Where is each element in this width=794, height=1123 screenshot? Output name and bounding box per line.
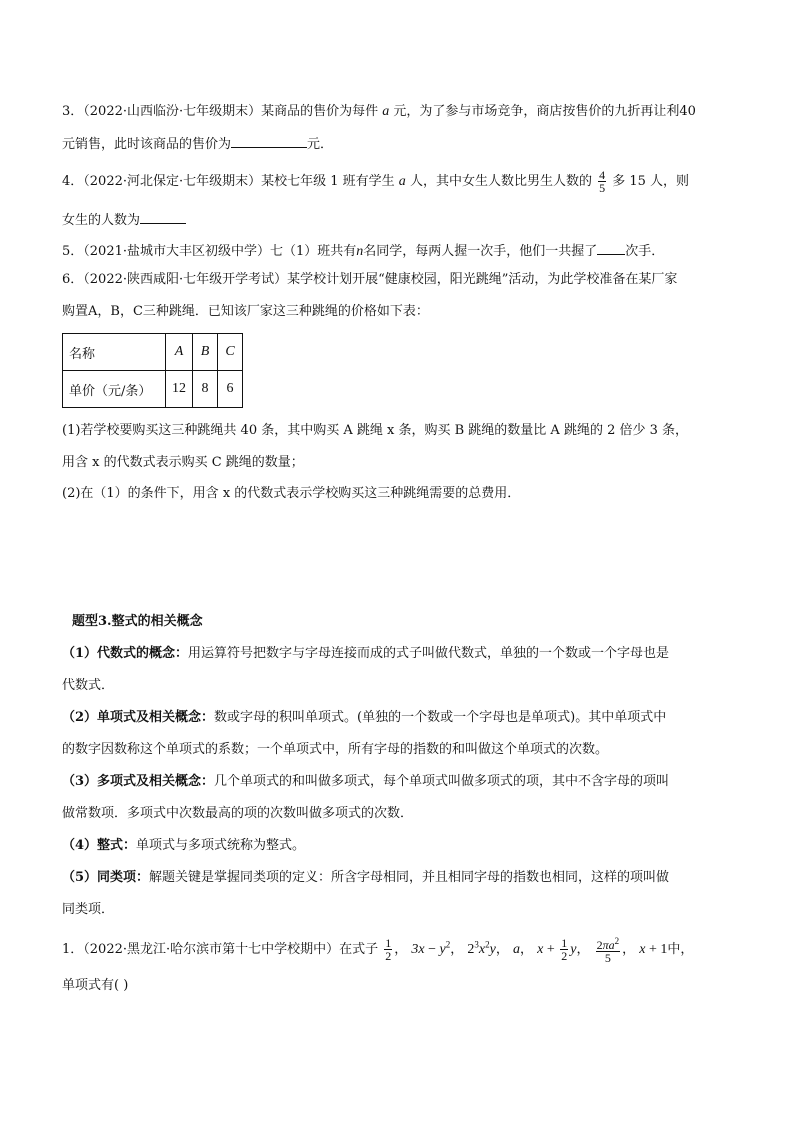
q6-sub2: (2)在（1）的条件下，用含 x 的代数式表示学校购买这三种跳绳需要的总费用． xyxy=(62,486,521,501)
concept-2-text2: 的数字因数称这个单项式的系数；一个单项式中，所有字母的指数的和叫做这个单项式的次数。 xyxy=(62,742,609,757)
q5-var: n xyxy=(356,244,364,259)
q6-sub1-line2: 用含 x 的代数式表示购买 C 跳绳的数量； xyxy=(62,455,304,470)
q4-line2-text: 女生的人数为 xyxy=(62,213,141,228)
concept-4-line1 xyxy=(62,837,305,855)
q1-expr-3: $2^3x^2y$ xyxy=(467,939,496,957)
q4-mid: 人，其中女生人数比男生人数的 xyxy=(409,174,592,189)
concept-5-text1: 解题关键是掌握同类项的定义：所含字母相同，并且相同字母的指数也相同，这样的项叫做 xyxy=(149,870,670,885)
q3-answer-blank[interactable] xyxy=(231,133,307,148)
q1-expr-6: $\frac{2\pi a^2}{5}$ xyxy=(596,936,620,965)
q1-expr-5: x + $\frac{1}{2}$ y xyxy=(537,936,577,964)
q1-line2: 单项式有( ) xyxy=(62,978,129,993)
q4-fraction xyxy=(598,169,606,194)
table-row xyxy=(63,371,243,408)
q1-prefix: 1．（2022·黑龙江·哈尔滨市第十七中学校期中）在式子 xyxy=(62,942,379,957)
concept-3-line1 xyxy=(62,773,669,791)
table-header-b: B xyxy=(193,334,218,371)
q1-line1: 1．（2022·黑龙江·哈尔滨市第十七中学校期中）在式子 $\frac{1}{2}$ ， $3x - y^2$， $2^3x^2y$， a， x + $\frac{1}{2}$ y， $\frac{2\pi a^2}{5}$ ， x + 1中， xyxy=(62,936,694,965)
q4-suffix: 多 15 人，则 xyxy=(612,174,690,189)
concept-1-label: （1）代数式的概念： xyxy=(62,646,189,661)
q3-line2-post: 元． xyxy=(307,137,334,152)
q4-answer-blank[interactable] xyxy=(140,209,186,224)
concept-4-label: （4）整式： xyxy=(62,838,137,853)
q3-line1 xyxy=(62,103,696,121)
q1-expr-half: $\frac{1}{2}$ xyxy=(385,936,392,963)
q1-expr-2: $3x - y^2$ xyxy=(411,939,451,957)
q3-line2 xyxy=(62,133,333,154)
q1-suffix: 中， xyxy=(667,942,694,957)
q5-prefix: 5．（2021·盐城市大丰区初级中学）七（1）班共有 xyxy=(62,244,357,259)
concept-5-text2: 同类项． xyxy=(62,902,115,917)
q4-prefix: 4．（2022·河北保定·七年级期末）某校七年级 1 班有学生 xyxy=(62,174,395,189)
q3-var: a xyxy=(382,104,390,119)
concept-5-line1 xyxy=(62,869,669,887)
concept-1-text2: 代数式． xyxy=(62,678,115,693)
q4-frac-den: 5 xyxy=(599,181,606,195)
concept-4-text1: 单项式与多项式统称为整式。 xyxy=(136,838,306,853)
q6-sub1-line1: (1)若学校要购买这三种跳绳共 40 条，其中购买 A 跳绳 x 条，购买 B 跳绳的数量比 A 跳绳的 2 倍少 3 条， xyxy=(62,423,689,438)
q4-frac-num: 4 xyxy=(599,168,606,182)
q6-line2: 购置A，B，C三种跳绳．已知该厂家这三种跳绳的价格如下表： xyxy=(62,304,429,319)
q5-answer-blank[interactable] xyxy=(597,240,625,255)
table-header-c: C xyxy=(218,334,243,371)
concept-1-text1: 用运算符号把数字与字母连接而成的式子叫做代数式，单独的一个数或一个字母也是 xyxy=(188,646,670,661)
q3-suffix: 元，为了参与市场竞争，商店按售价的九折再让利40 xyxy=(393,104,696,119)
q1-expr-7: x + 1 xyxy=(639,942,668,957)
table-cell-a: 12 xyxy=(166,371,193,408)
concept-3-text2: 做常数项．多项式中次数最高的项的次数叫做多项式的次数． xyxy=(62,806,414,821)
table-header-name: 名称 xyxy=(63,334,166,371)
concept-5-label: （5）同类项： xyxy=(62,870,150,885)
q3-prefix: 3．（2022·山西临汾·七年级期末）某商品的售价为每件 xyxy=(62,104,379,119)
concept-2-text1: 数或字母的积叫单项式。(单独的一个数或一个字母也是单项式)。其中单项式中 xyxy=(214,710,667,725)
concept-1-line1 xyxy=(62,645,669,663)
price-table xyxy=(62,333,243,408)
section-title: 题型3.整式的相关概念 xyxy=(72,614,203,629)
q4-line2 xyxy=(62,209,186,230)
q4-line1 xyxy=(62,169,689,194)
q4-var: a xyxy=(398,174,406,189)
q3-line2-pre: 元销售，此时该商品的售价为 xyxy=(62,137,232,152)
q1-expr-4: a xyxy=(512,942,520,957)
table-cell-b: 8 xyxy=(193,371,218,408)
q5-suffix: 次手． xyxy=(625,244,665,259)
table-row xyxy=(63,334,243,371)
table-cell-label: 单价（元/条） xyxy=(63,371,166,408)
concept-3-text1: 几个单项式的和叫做多项式，每个单项式叫做多项式的项，其中不含字母的项叫 xyxy=(214,774,670,789)
q5-line xyxy=(62,240,664,261)
concept-3-label: （3）多项式及相关概念： xyxy=(62,774,215,789)
q6-line1: 6．（2022·陕西咸阳·七年级开学考试）某学校计划开展“健康校园，阳光跳绳”活动，为此学校准备在某厂家 xyxy=(62,272,678,287)
concept-2-line1 xyxy=(62,709,666,727)
concept-2-label: （2）单项式及相关概念： xyxy=(62,710,215,725)
table-cell-c: 6 xyxy=(218,371,243,408)
table-header-a: A xyxy=(166,334,193,371)
q5-mid: 名同学，每两人握一次手，他们一共握了 xyxy=(363,244,598,259)
